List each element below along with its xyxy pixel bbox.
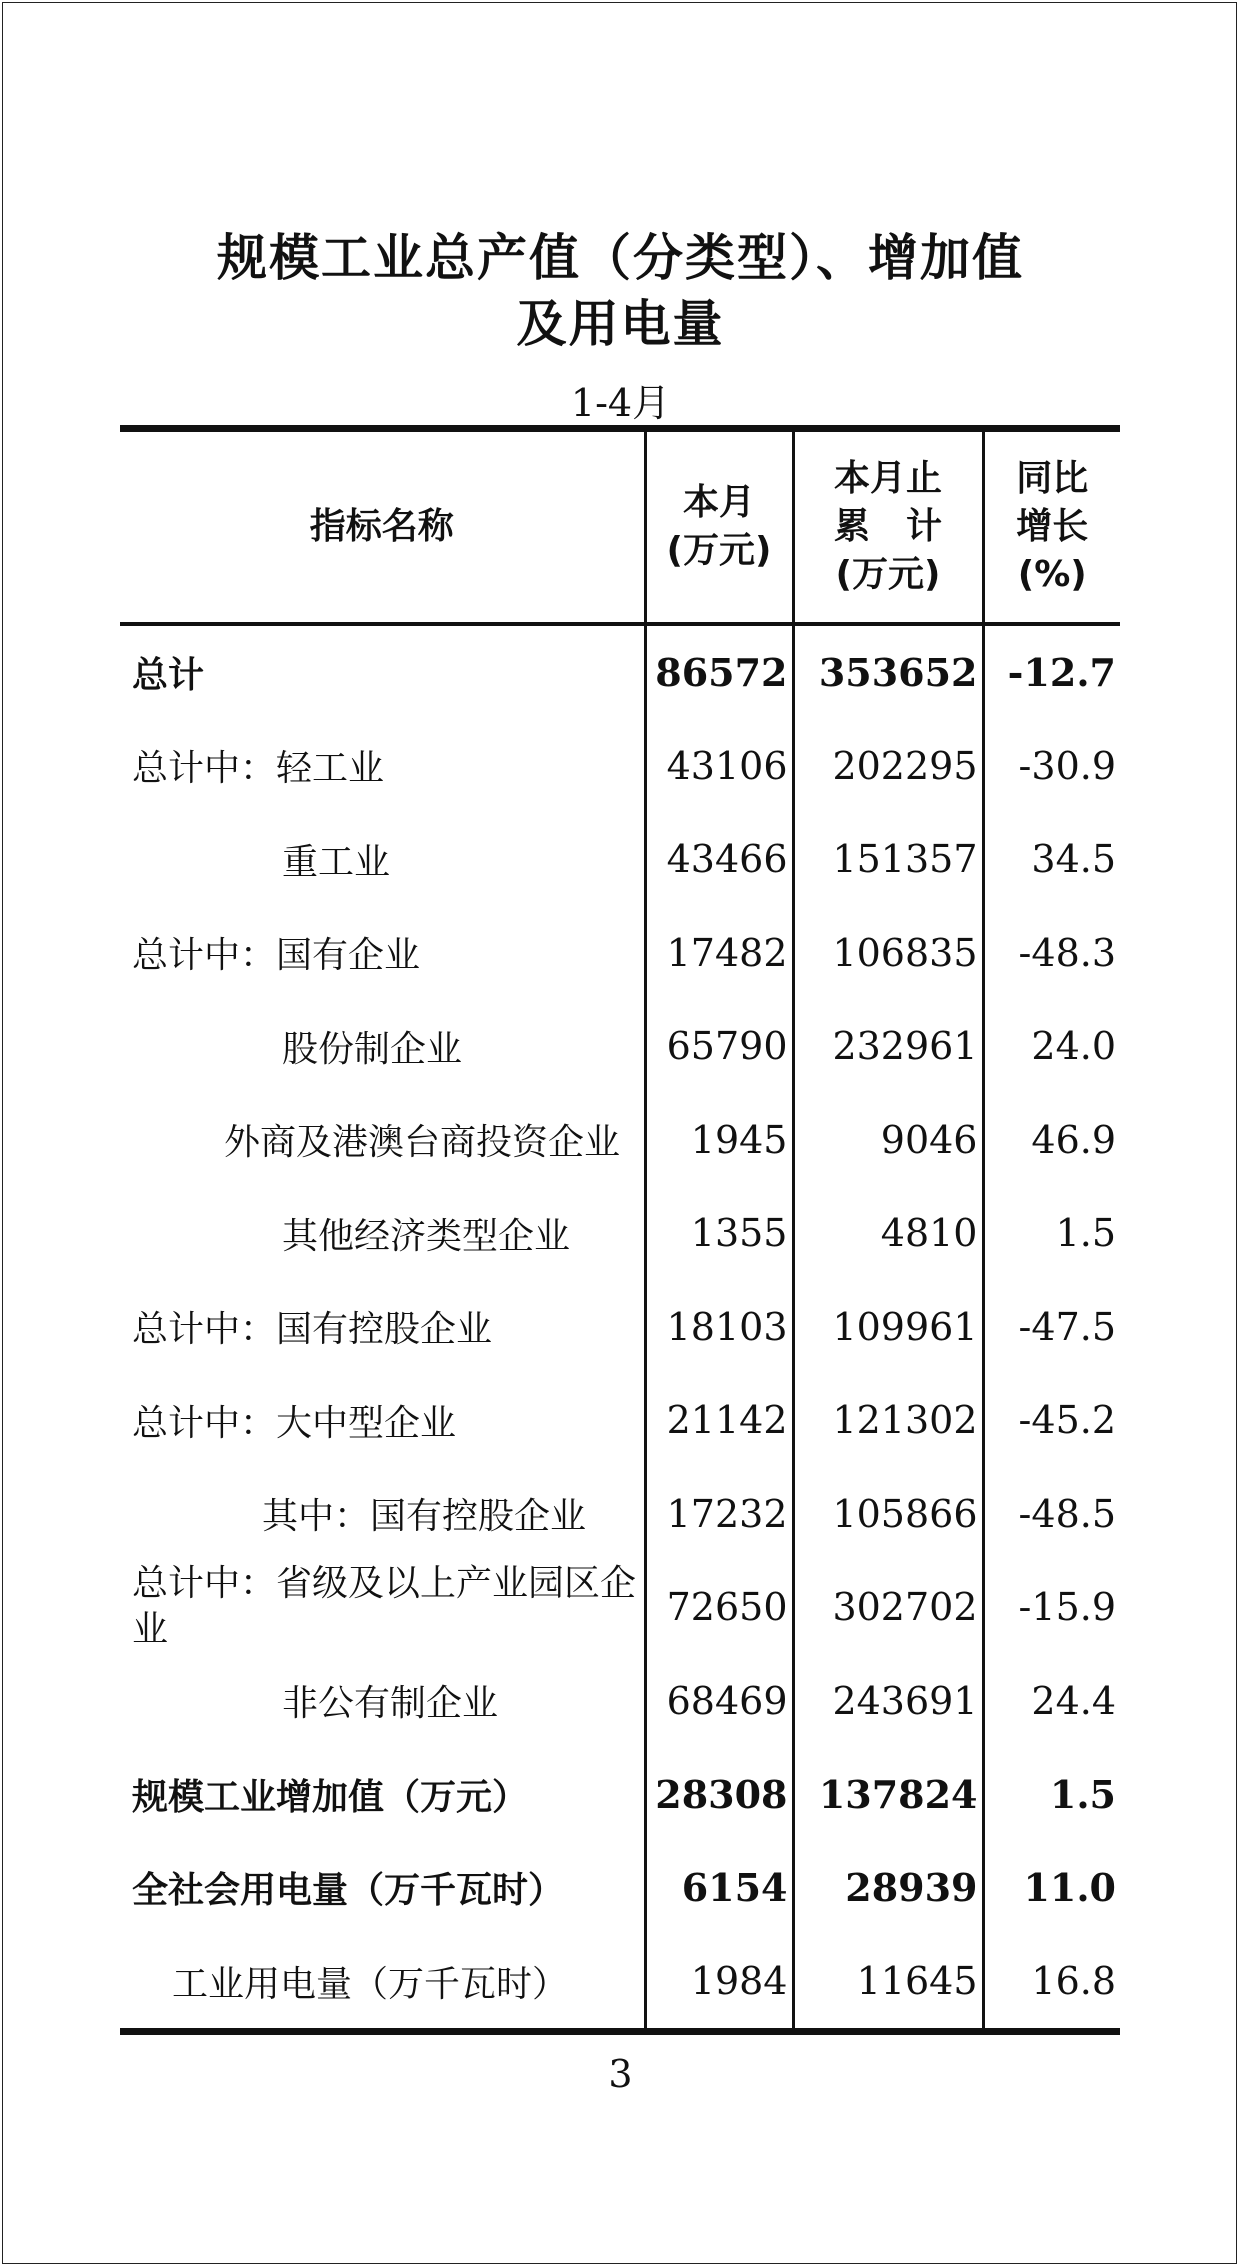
table-row [120, 1467, 1120, 1561]
cell-month: 1945 [645, 1093, 793, 1187]
header-yoy-growth: 同比 增长 (%) [983, 429, 1120, 624]
row-label: 工业用电量（万千瓦时） [120, 1935, 645, 2032]
cell-month: 86572 [645, 624, 793, 720]
cell-month: 72650 [645, 1561, 793, 1655]
data-table [120, 425, 1120, 2035]
cell-cumulative: 232961 [793, 1000, 983, 1094]
row-label: 股份制企业 [282, 1028, 463, 1070]
cell-yoy: -47.5 [983, 1280, 1120, 1374]
cell-yoy: -48.5 [983, 1467, 1120, 1561]
cell-month: 1355 [645, 1187, 793, 1281]
cell-cumulative: 302702 [793, 1561, 983, 1655]
table-row [120, 813, 1120, 907]
data-table-container [120, 425, 1120, 2035]
cell-yoy: 1.5 [983, 1748, 1120, 1842]
cell-yoy: -15.9 [983, 1561, 1120, 1655]
cell-cumulative: 353652 [793, 624, 983, 720]
table-row [120, 906, 1120, 1000]
row-label: 其他经济类型企业 [282, 1215, 571, 1257]
table-row [120, 1093, 1120, 1187]
table-row [120, 719, 1120, 813]
cell-cumulative: 11645 [793, 1935, 983, 2032]
cell-cumulative: 202295 [793, 719, 983, 813]
row-label: 全社会用电量（万千瓦时） [132, 1870, 565, 1912]
table-row [120, 624, 1120, 720]
table-row [120, 1280, 1120, 1374]
row-label: 总计 [132, 654, 205, 696]
header-month: 本月 (万元) [645, 429, 793, 624]
row-label: 总计中：国有企业 [132, 935, 421, 977]
cell-yoy: 24.4 [983, 1654, 1120, 1748]
cell-month: 28308 [645, 1748, 793, 1842]
header-indicator-name: 指标名称 [120, 429, 645, 624]
row-label: 总计中：轻工业 [132, 748, 385, 790]
cell-cumulative: 4810 [793, 1187, 983, 1281]
cell-cumulative: 105866 [793, 1467, 983, 1561]
cell-month: 17232 [645, 1467, 793, 1561]
cell-cumulative: 137824 [793, 1748, 983, 1842]
cell-yoy: 34.5 [983, 813, 1120, 907]
cell-month: 65790 [645, 1000, 793, 1094]
page-title-line2: 及用电量 [516, 295, 725, 353]
cell-cumulative: 28939 [793, 1841, 983, 1935]
table-header-row [120, 429, 1120, 624]
cell-month: 6154 [645, 1841, 793, 1935]
row-label: 总计中：国有控股企业 [132, 1309, 493, 1351]
cell-yoy: 11.0 [983, 1841, 1120, 1935]
cell-yoy: 46.9 [983, 1093, 1120, 1187]
cell-month: 1984 [645, 1935, 793, 2032]
cell-yoy: -45.2 [983, 1374, 1120, 1468]
cell-yoy: -12.7 [983, 624, 1120, 720]
cell-yoy: -48.3 [983, 906, 1120, 1000]
cell-month: 43106 [645, 719, 793, 813]
cell-month: 17482 [645, 906, 793, 1000]
header-cumulative: 本月止 累 计 (万元) [793, 429, 983, 624]
row-label: 总计中：省级及以上产业园区企业 [132, 1563, 637, 1651]
table-row [120, 1000, 1120, 1094]
page-title: 规模工业总产值（分类型）、增加值 [217, 229, 1024, 287]
cell-yoy: 1.5 [983, 1187, 1120, 1281]
table-row [120, 1748, 1120, 1842]
cell-month: 68469 [645, 1654, 793, 1748]
cell-yoy: 24.0 [983, 1000, 1120, 1094]
cell-cumulative: 9046 [793, 1093, 983, 1187]
cell-cumulative: 109961 [793, 1280, 983, 1374]
table-row [120, 1561, 1120, 1655]
row-label: 非公有制企业 [282, 1683, 499, 1725]
table-row [120, 1841, 1120, 1935]
row-label: 外商及港澳台商投资企业 [224, 1122, 621, 1164]
cell-cumulative: 121302 [793, 1374, 983, 1468]
row-label: 规模工业增加值（万元） [132, 1776, 529, 1818]
cell-yoy: -30.9 [983, 719, 1120, 813]
cell-month: 43466 [645, 813, 793, 907]
page-number: 3 [608, 2052, 633, 2096]
row-label: 其中：国有控股企业 [262, 1496, 587, 1538]
table-row [120, 1187, 1120, 1281]
table-row [120, 1935, 1120, 2032]
cell-cumulative: 151357 [793, 813, 983, 907]
table-row [120, 1654, 1120, 1748]
cell-month: 21142 [645, 1374, 793, 1468]
cell-cumulative: 243691 [793, 1654, 983, 1748]
cell-yoy: 16.8 [983, 1935, 1120, 2032]
cell-cumulative: 106835 [793, 906, 983, 1000]
period-label: 1-4月 [570, 381, 671, 425]
row-label: 总计中：大中型企业 [132, 1402, 457, 1444]
row-label: 重工业 [282, 841, 391, 883]
cell-month: 18103 [645, 1280, 793, 1374]
table-row [120, 1374, 1120, 1468]
